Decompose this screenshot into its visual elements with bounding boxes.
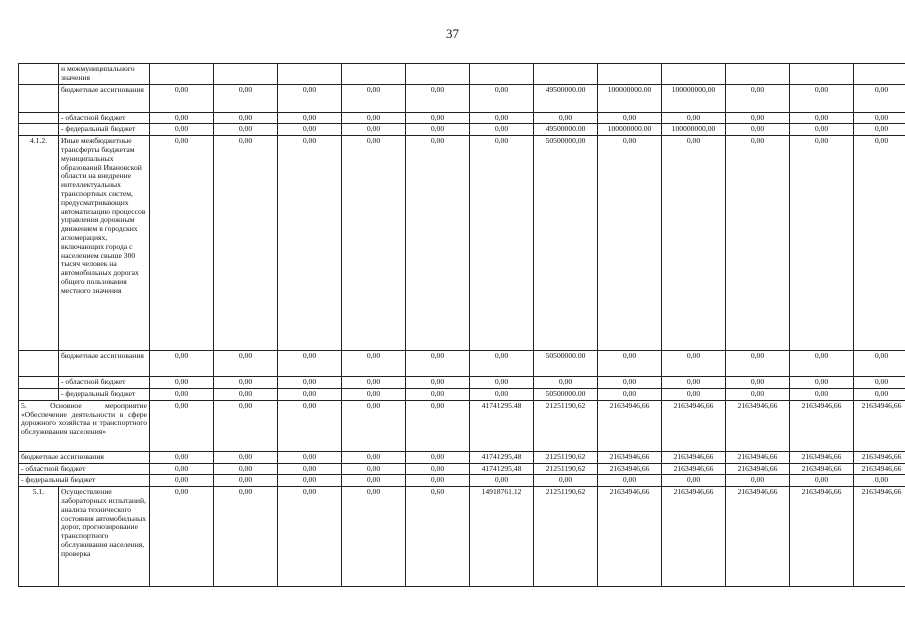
value-cell: 0,00 [406, 475, 470, 487]
value-cell: 0,00 [790, 388, 854, 400]
value-cell: 21634946,66 [790, 451, 854, 463]
row-label: Осуществление лабораторных испытаний, анализа технического состояния автомобильных дорог, прогнозирование транспортного обслуживания населения, проверка [59, 487, 150, 587]
value-cell: 0,00 [598, 388, 662, 400]
value-cell [470, 64, 534, 85]
value-cell: 0,00 [534, 377, 598, 389]
value-cell: 0,00 [854, 136, 905, 351]
row-code [19, 64, 59, 85]
value-cell: 0,60 [406, 487, 470, 587]
value-cell: 0,00 [342, 112, 406, 124]
value-cell: 0,00 [406, 388, 470, 400]
value-cell: 0,00 [598, 112, 662, 124]
value-cell: 0,00 [406, 351, 470, 377]
value-cell: 0,00 [342, 400, 406, 451]
value-cell: 21634946,66 [726, 487, 790, 587]
value-cell [598, 64, 662, 85]
value-cell: 21634946,66 [790, 400, 854, 451]
value-cell: 0,00 [342, 487, 406, 587]
value-cell: 0,00 [854, 351, 905, 377]
value-cell: 0,00 [278, 451, 342, 463]
value-cell: 41741295,48 [470, 451, 534, 463]
value-cell: 0,00 [662, 136, 726, 351]
row-label: - федеральный бюджет [19, 475, 150, 487]
value-cell: 0,00 [278, 400, 342, 451]
value-cell: 21634946,66 [854, 400, 905, 451]
value-cell: 0,00 [854, 112, 905, 124]
value-cell: 0,00 [790, 124, 854, 136]
row-code: 5.1. [19, 487, 59, 587]
value-cell: 0,00 [598, 351, 662, 377]
row-code [19, 377, 59, 389]
table-row [19, 377, 905, 389]
value-cell [534, 64, 598, 85]
value-cell: 100000000,00 [662, 84, 726, 112]
value-cell: 0,00 [214, 124, 278, 136]
value-cell: 0,00 [470, 388, 534, 400]
value-cell: 0,00 [662, 351, 726, 377]
value-cell: 0,00 [470, 377, 534, 389]
value-cell: 0,00 [790, 112, 854, 124]
value-cell: 0,00 [278, 377, 342, 389]
value-cell: 0,00 [342, 475, 406, 487]
value-cell: 0,00 [790, 377, 854, 389]
value-cell: 0,00 [214, 400, 278, 451]
row-code [19, 351, 59, 377]
value-cell [278, 64, 342, 85]
value-cell: 0,00 [854, 377, 905, 389]
value-cell: 0,00 [406, 451, 470, 463]
value-cell: 0,00 [278, 84, 342, 112]
value-cell: 21634946,66 [726, 400, 790, 451]
value-cell: 0,00 [406, 112, 470, 124]
value-cell: 0,00 [854, 84, 905, 112]
value-cell [790, 64, 854, 85]
value-cell: 21634946,66 [598, 487, 662, 587]
value-cell: 0,00 [406, 124, 470, 136]
value-cell: 0,00 [534, 112, 598, 124]
table-row [19, 351, 905, 377]
row-label: бюджетные ассигнования [59, 351, 150, 377]
value-cell: 0,00 [406, 136, 470, 351]
value-cell: 0,00 [342, 463, 406, 475]
value-cell: 100000000.00 [598, 124, 662, 136]
value-cell: 0,00 [214, 451, 278, 463]
value-cell: 0,00 [470, 475, 534, 487]
value-cell: 50500000.00 [534, 388, 598, 400]
value-cell: 0,00 [214, 377, 278, 389]
value-cell: 0,00 [150, 124, 214, 136]
value-cell: 21634946,66 [662, 487, 726, 587]
table-row [19, 451, 905, 463]
value-cell: 0,00 [150, 475, 214, 487]
value-cell: 0,00 [342, 377, 406, 389]
table-row [19, 124, 905, 136]
value-cell: 49500000.00 [534, 124, 598, 136]
value-cell: 0,00 [214, 351, 278, 377]
value-cell: 100000000,00 [662, 124, 726, 136]
value-cell: 0,00 [534, 475, 598, 487]
value-cell: 21634946,66 [854, 487, 905, 587]
value-cell [342, 64, 406, 85]
value-cell: 0,00 [470, 136, 534, 351]
value-cell: 0,00 [726, 351, 790, 377]
value-cell: 41741295.48 [470, 400, 534, 451]
value-cell: 0,00 [790, 351, 854, 377]
row-code [19, 124, 59, 136]
value-cell: 0,00 [726, 84, 790, 112]
value-cell: 0,00 [726, 124, 790, 136]
value-cell: 0,00 [854, 388, 905, 400]
value-cell: 0,00 [214, 487, 278, 587]
budget-table [18, 63, 905, 587]
value-cell: 21634946,66 [598, 400, 662, 451]
value-cell: 21634946,66 [598, 451, 662, 463]
value-cell: 0,00 [214, 463, 278, 475]
value-cell: 0,00 [790, 84, 854, 112]
row-label: 5. Основное мероприятие «Обеспечение деятельности в сфере дорожного хозяйства и транспортного обслуживания населения» [19, 400, 150, 451]
value-cell: 0,00 [598, 377, 662, 389]
value-cell: 0,00 [726, 377, 790, 389]
value-cell: 0,00 [406, 463, 470, 475]
value-cell: 0,00 [278, 124, 342, 136]
value-cell: 0,00 [214, 475, 278, 487]
row-code [19, 84, 59, 112]
row-label: бюджетные ассигнования [59, 84, 150, 112]
value-cell: 0,00 [278, 487, 342, 587]
value-cell: 0,00 [726, 112, 790, 124]
value-cell: 21634946,66 [598, 463, 662, 475]
value-cell: 0,00 [150, 451, 214, 463]
row-label: - федеральный бюджет [59, 388, 150, 400]
value-cell: 21634946,66 [662, 451, 726, 463]
value-cell: 0,00 [662, 475, 726, 487]
value-cell: 0,00 [150, 388, 214, 400]
value-cell: 0,00 [150, 84, 214, 112]
value-cell: 0,00 [662, 388, 726, 400]
value-cell: 0,00 [406, 400, 470, 451]
value-cell: 0,00 [406, 377, 470, 389]
value-cell: 21251190,62 [534, 463, 598, 475]
table-row [19, 475, 905, 487]
value-cell: 0,00 [214, 112, 278, 124]
value-cell: 0,00 [726, 388, 790, 400]
row-label: бюджетные ассигнования [19, 451, 150, 463]
value-cell: 21251190,62 [534, 487, 598, 587]
value-cell: 0,00 [278, 112, 342, 124]
table-row [19, 84, 905, 112]
value-cell: 0,00 [342, 351, 406, 377]
value-cell: 0,00 [214, 388, 278, 400]
value-cell: 21251190,62 [534, 451, 598, 463]
value-cell: 0,00 [470, 112, 534, 124]
value-cell: 0,00 [598, 136, 662, 351]
value-cell [150, 64, 214, 85]
value-cell: 0,00 [214, 136, 278, 351]
row-code: 4.1.2. [19, 136, 59, 351]
value-cell: 0,00 [342, 136, 406, 351]
page-number: 37 [446, 26, 459, 41]
value-cell: 0,00 [150, 351, 214, 377]
value-cell: 0,00 [790, 136, 854, 351]
value-cell: 0,00 [342, 84, 406, 112]
value-cell: 0,00 [790, 475, 854, 487]
table-row [19, 112, 905, 124]
value-cell: 21634946,66 [726, 463, 790, 475]
value-cell: 0,00 [150, 112, 214, 124]
value-cell: 21634946,66 [726, 451, 790, 463]
value-cell: 21634946,66 [790, 463, 854, 475]
table-row [19, 136, 905, 351]
value-cell: 0,00 [406, 84, 470, 112]
row-code [19, 388, 59, 400]
value-cell: 21251190,62 [534, 400, 598, 451]
table-row [19, 463, 905, 475]
value-cell: 100000000.00 [598, 84, 662, 112]
value-cell: 14918761.12 [470, 487, 534, 587]
value-cell: 50500000.00 [534, 351, 598, 377]
value-cell [406, 64, 470, 85]
value-cell: 0,00 [150, 487, 214, 587]
value-cell: 49500000.00 [534, 84, 598, 112]
value-cell: 0,00 [150, 400, 214, 451]
row-label: и межмуниципального значения [59, 64, 150, 85]
table-row [19, 400, 905, 451]
value-cell: 0,00 [662, 377, 726, 389]
row-label: - областной бюджет [59, 112, 150, 124]
value-cell: 21634946,66 [662, 463, 726, 475]
table-row [19, 64, 905, 85]
row-label: - федеральный бюджет [59, 124, 150, 136]
value-cell: 50500000,00 [534, 136, 598, 351]
value-cell: 0,00 [150, 377, 214, 389]
value-cell: 0,00 [470, 124, 534, 136]
value-cell: 0,00 [278, 388, 342, 400]
value-cell: 0,00 [598, 475, 662, 487]
value-cell: 0,00 [342, 451, 406, 463]
value-cell: 0,00 [854, 124, 905, 136]
row-code [19, 112, 59, 124]
value-cell: 21634946,66 [790, 487, 854, 587]
value-cell: 0,00 [278, 136, 342, 351]
value-cell: 0,00 [342, 124, 406, 136]
value-cell [662, 64, 726, 85]
value-cell [854, 64, 905, 85]
value-cell: 21634946,66 [854, 451, 905, 463]
value-cell: 0,00 [278, 475, 342, 487]
value-cell: 0,00 [726, 475, 790, 487]
value-cell: 0,00 [150, 463, 214, 475]
value-cell: 0,00 [470, 351, 534, 377]
value-cell: 21634946,66 [662, 400, 726, 451]
value-cell: 0,00 [662, 112, 726, 124]
row-label: - областной бюджет [59, 377, 150, 389]
row-label: Иные межбюджетные трансферты бюджетам муниципальных образований Ивановской области на внедрение интеллектуальных транспортных систем, предусматривающих автоматизацию процессов управления дорожным движением в городских агломерациях, включающих города с населением свыше 300 тысяч человек на автомобильных дорогах общего пользования местного значения [59, 136, 150, 351]
value-cell: 41741295,48 [470, 463, 534, 475]
row-label: - областной бюджет [19, 463, 150, 475]
value-cell: 0,00 [278, 463, 342, 475]
table-row [19, 487, 905, 587]
value-cell [726, 64, 790, 85]
value-cell: 0,00 [470, 84, 534, 112]
value-cell: 0,00 [214, 84, 278, 112]
value-cell [214, 64, 278, 85]
value-cell: 0,00 [726, 136, 790, 351]
value-cell: 0,00 [854, 475, 905, 487]
value-cell: 0,00 [150, 136, 214, 351]
value-cell: 0,00 [342, 388, 406, 400]
value-cell: 0,00 [278, 351, 342, 377]
table-row [19, 388, 905, 400]
value-cell: 21634946,66 [854, 463, 905, 475]
